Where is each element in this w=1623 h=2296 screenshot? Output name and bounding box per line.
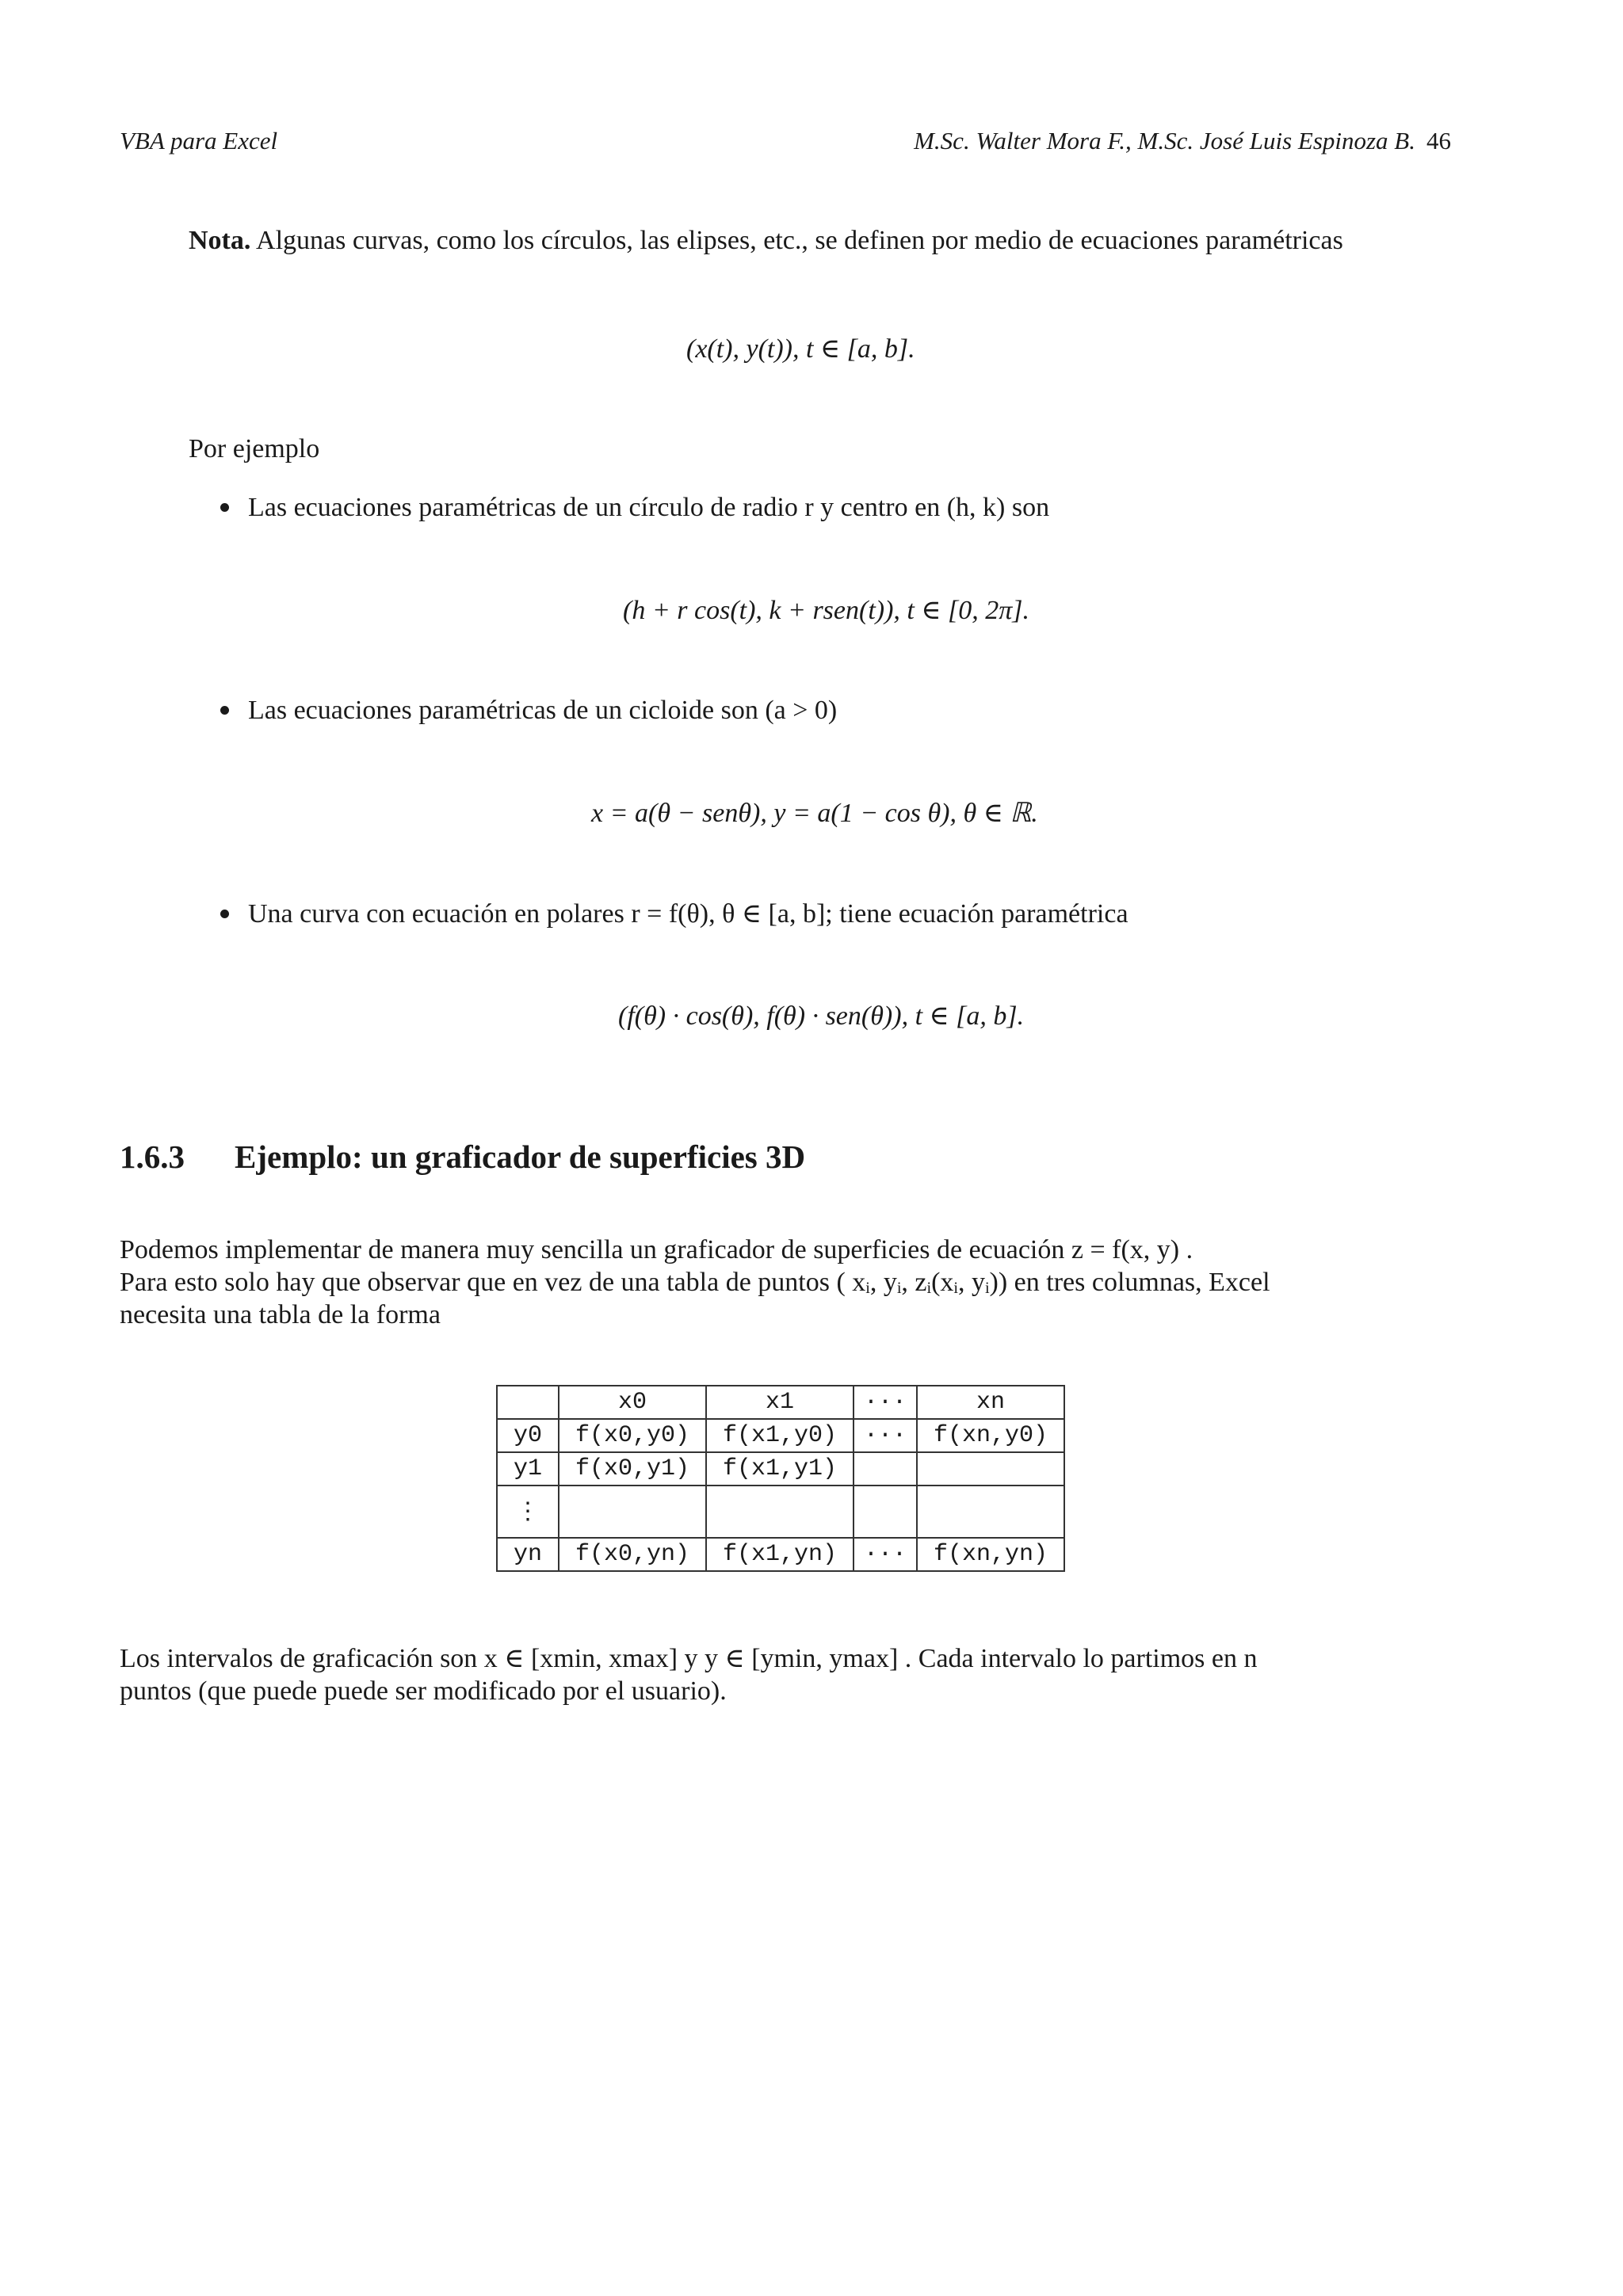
table-cell: y1 [497,1452,559,1486]
nota-text: Algunas curvas, como los círculos, las elipses, etc., se definen por medio de ecuaciones paramétricas [256,226,1343,255]
parametric-equation: (x(t), y(t)), t ∈ [a, b]. [686,334,915,364]
page-number: 46 [1426,127,1451,154]
table-row [497,1452,1064,1486]
table-cell: xn [917,1386,1064,1419]
nota-label: Nota. [189,226,251,255]
table-cell: ⋮ [497,1486,559,1538]
cycloid-equation: x = a(θ − senθ), y = a(1 − cos θ), θ ∈ ℝ. [591,799,1038,828]
bullet-dot [220,910,229,918]
bullet-item-circle [220,493,1049,523]
table-cell: f(x1,yn) [706,1538,854,1571]
paragraph-line: Podemos implementar de manera muy sencilla un graficador de superficies de ecuación z = f(x, y) . [120,1235,1193,1264]
nota-paragraph [189,223,1343,258]
por-ejemplo-label: Por ejemplo [189,434,320,463]
table-cell [854,1452,917,1486]
table-cell: f(x0,yn) [559,1538,706,1571]
table-cell: f(x0,y1) [559,1452,706,1486]
table-cell: yn [497,1538,559,1571]
table-cell: f(xn,y0) [917,1419,1064,1452]
table-cell: f(x1,y1) [706,1452,854,1486]
paragraph-line: Para esto solo hay que observar que en vez de una tabla de puntos ( xᵢ, yᵢ, zᵢ(xᵢ, yᵢ)) en tres columnas, Excel [120,1268,1270,1297]
table-cell: x1 [706,1386,854,1419]
circle-equation: (h + r cos(t), k + rsen(t)), t ∈ [0, 2π]. [623,596,1030,625]
running-header-authors [914,127,1451,155]
polar-equation: (f(θ) · cos(θ), f(θ) · sen(θ)), t ∈ [a, b]. [618,1001,1025,1031]
running-header-title: VBA para Excel [120,127,278,154]
paragraph-line: puntos (que puede puede ser modificado por el usuario). [120,1676,727,1706]
table-cell: x0 [559,1386,706,1419]
bullet-item-cycloid [220,696,837,726]
table-row [497,1538,1064,1571]
table-cell [559,1486,706,1538]
table-cell: ··· [854,1386,917,1419]
table-cell [917,1486,1064,1538]
section-heading [120,1138,805,1176]
surface-data-table [496,1385,1065,1572]
table-cell [854,1486,917,1538]
bullet-text: Las ecuaciones paramétricas de un círculo de radio r y centro en (h, k) son [248,493,1050,522]
table-cell: f(xn,yn) [917,1538,1064,1571]
bullet-text: Las ecuaciones paramétricas de un cicloide son (a > 0) [248,696,838,725]
table-cell: f(x0,y0) [559,1419,706,1452]
table-cell [497,1386,559,1419]
bullet-text: Una curva con ecuación en polares r = f(θ), θ ∈ [a, b]; tiene ecuación paramétrica [248,899,1128,929]
table-cell [917,1452,1064,1486]
table-cell: y0 [497,1419,559,1452]
section-number: 1.6.3 [120,1138,185,1175]
table-cell: ··· [854,1538,917,1571]
table-row [497,1486,1064,1538]
paragraph-line: necesita una tabla de la forma [120,1300,441,1329]
table-cell: ··· [854,1419,917,1452]
table-cell: f(x1,y0) [706,1419,854,1452]
table-row [497,1419,1064,1452]
section-title: Ejemplo: un graficador de superficies 3D [235,1138,806,1175]
bullet-dot [220,503,229,512]
paragraph-line: Los intervalos de graficación son x ∈ [xmin, xmax] y y ∈ [ymin, ymax] . Cada intervalo lo partimos en n [120,1644,1258,1673]
authors-text: M.Sc. Walter Mora F., M.Sc. José Luis Espinoza B. [914,127,1415,154]
bullet-item-polar [220,898,1128,929]
bullet-dot [220,706,229,715]
table-cell [706,1486,854,1538]
table-row [497,1386,1064,1419]
